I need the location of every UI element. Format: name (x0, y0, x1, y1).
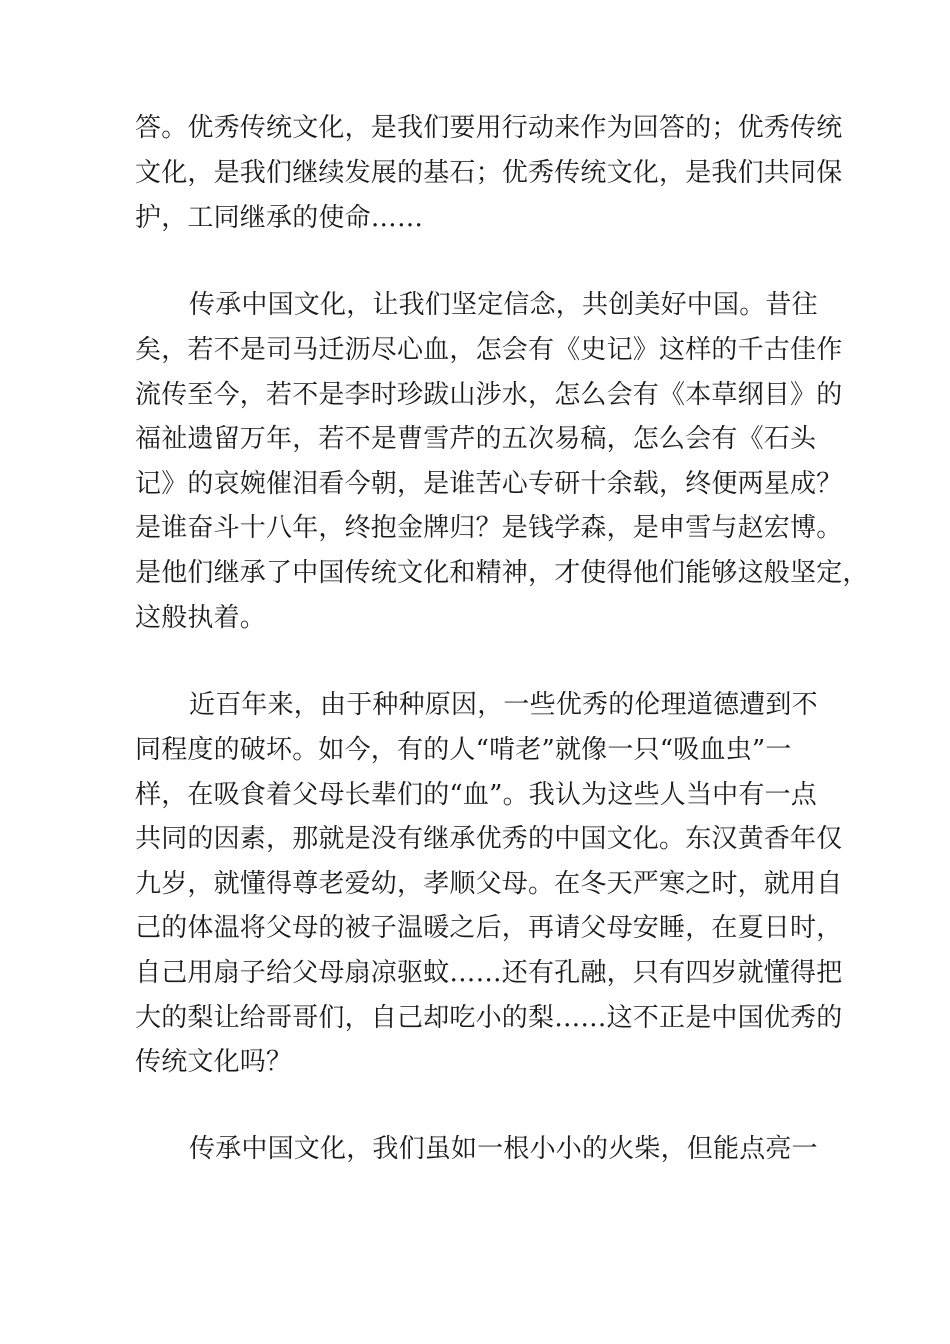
text-line: 是他们继承了中国传统文化和精神，才使得他们能够这般坚定， (135, 558, 869, 588)
text-line: 传承中国文化，我们虽如一根小小的火柴，但能点亮一 (189, 1134, 818, 1164)
text-line: 自己用扇子给父母扇凉驱蚊……还有孔融，只有四岁就懂得把 (135, 958, 843, 988)
text-line: 矣，若不是司马迁沥尽心血，怎会有《史记》这样的千古佳作 (135, 335, 843, 365)
text-line: 是谁奋斗十八年，终抱金牌归？是钱学森，是申雪与赵宏博。 (135, 513, 843, 543)
text-line: 记》的哀婉催泪看今朝，是谁苦心专研十余载，终便两星成？ (135, 469, 843, 499)
text-line: 九岁，就懂得尊老爱幼，孝顺父母。在冬天严寒之时，就用自 (135, 869, 843, 899)
text-line: 己的体温将父母的被子温暖之后，再请父母安睡，在夏日时， (135, 913, 843, 943)
text-line: 同程度的破坏。如今，有的人“啃老”就像一只“吸血虫”一 (135, 735, 792, 765)
text-line: 大的梨让给哥哥们，自己却吃小的梨……这不正是中国优秀的 (135, 1003, 843, 1033)
text-line: 传承中国文化，让我们坚定信念，共创美好中国。昔往 (189, 290, 818, 320)
text-line: 文化，是我们继续发展的基石；优秀传统文化，是我们共同保 (135, 158, 843, 188)
text-line: 流传至今，若不是李时珍跋山涉水，怎么会有《本草纲目》的 (135, 380, 843, 410)
text-line: 这般执着。 (135, 603, 267, 633)
text-line: 共同的因素，那就是没有继承优秀的中国文化。东汉黄香年仅 (135, 824, 843, 854)
text-line: 样，在吸食着父母长辈们的“血”。我认为这些人当中有一点 (135, 780, 817, 810)
text-line: 传统文化吗？ (135, 1047, 293, 1077)
text-line: 近百年来，由于种种原因，一些优秀的伦理道德遭到不 (189, 690, 818, 720)
text-line: 护，工同继承的使命…… (135, 203, 424, 233)
text-line: 福祉遗留万年，若不是曹雪芹的五次易稿，怎么会有《石头 (135, 424, 817, 454)
text-line: 答。优秀传统文化，是我们要用行动来作为回答的；优秀传统 (135, 113, 843, 143)
